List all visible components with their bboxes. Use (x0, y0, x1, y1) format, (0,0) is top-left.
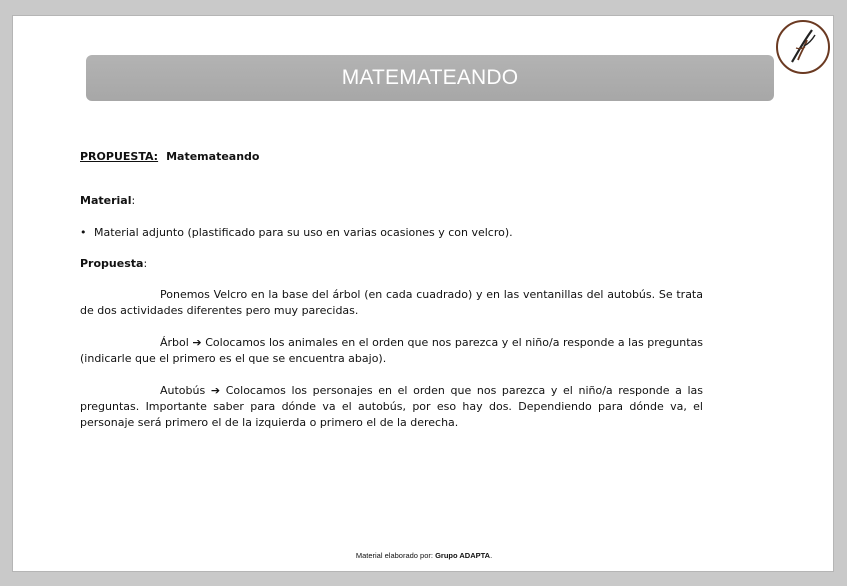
arbol-lead: Árbol (160, 336, 189, 349)
proposal-value: Matemateando (166, 150, 260, 163)
arrow-right-icon: ➔ (210, 384, 221, 397)
footer-prefix: Material elaborado por: (355, 551, 436, 560)
material-heading-line (80, 193, 703, 209)
paragraph-autobus (80, 383, 703, 431)
proposal-label: PROPUESTA: (80, 150, 159, 163)
proposal-heading-line (80, 256, 703, 272)
footer-suffix: . (490, 551, 493, 560)
material-heading-colon: : (131, 194, 136, 207)
paragraph-arbol (80, 335, 703, 367)
proposal-heading-colon: : (143, 257, 148, 270)
autobus-body: Colocamos los personajes en el orden que nos parezca y el niño/a responde a las preguntas. Importante saber para dónde va el autobús, por eso hay dos. Dependiendo para dónde va, el personaje será primero el de la izquierda o primero el de la derecha. (80, 384, 704, 429)
banner-title: MATEMATEANDO (341, 66, 519, 89)
footer-credit (13, 551, 835, 560)
proposal-heading: Propuesta (80, 257, 144, 270)
adapta-logo-icon (774, 18, 832, 76)
material-bullet-text: Material adjunto (plastificado para su uso en varias ocasiones y con velcro). (94, 226, 513, 239)
arbol-body: Colocamos los animales en el orden que nos parezca y el niño/a responde a las preguntas (indicarle que el primero es el que se encuentra abajo). (80, 336, 704, 365)
bullet-icon: • (80, 226, 87, 239)
arrow-right-icon: ➔ (192, 336, 202, 349)
document-page (12, 15, 834, 572)
autobus-lead: Autobús (160, 384, 206, 397)
proposal-line (80, 149, 703, 165)
document-body (80, 149, 703, 431)
title-banner (86, 55, 774, 101)
material-bullet-item (80, 225, 703, 241)
footer-author: Grupo ADAPTA (435, 551, 491, 560)
material-heading: Material (80, 194, 132, 207)
paragraph-velcro: Ponemos Velcro en la base del árbol (en cada cuadrado) y en las ventanillas del autobús. Se trata de dos actividades diferentes pero muy parecidas. (80, 288, 703, 317)
